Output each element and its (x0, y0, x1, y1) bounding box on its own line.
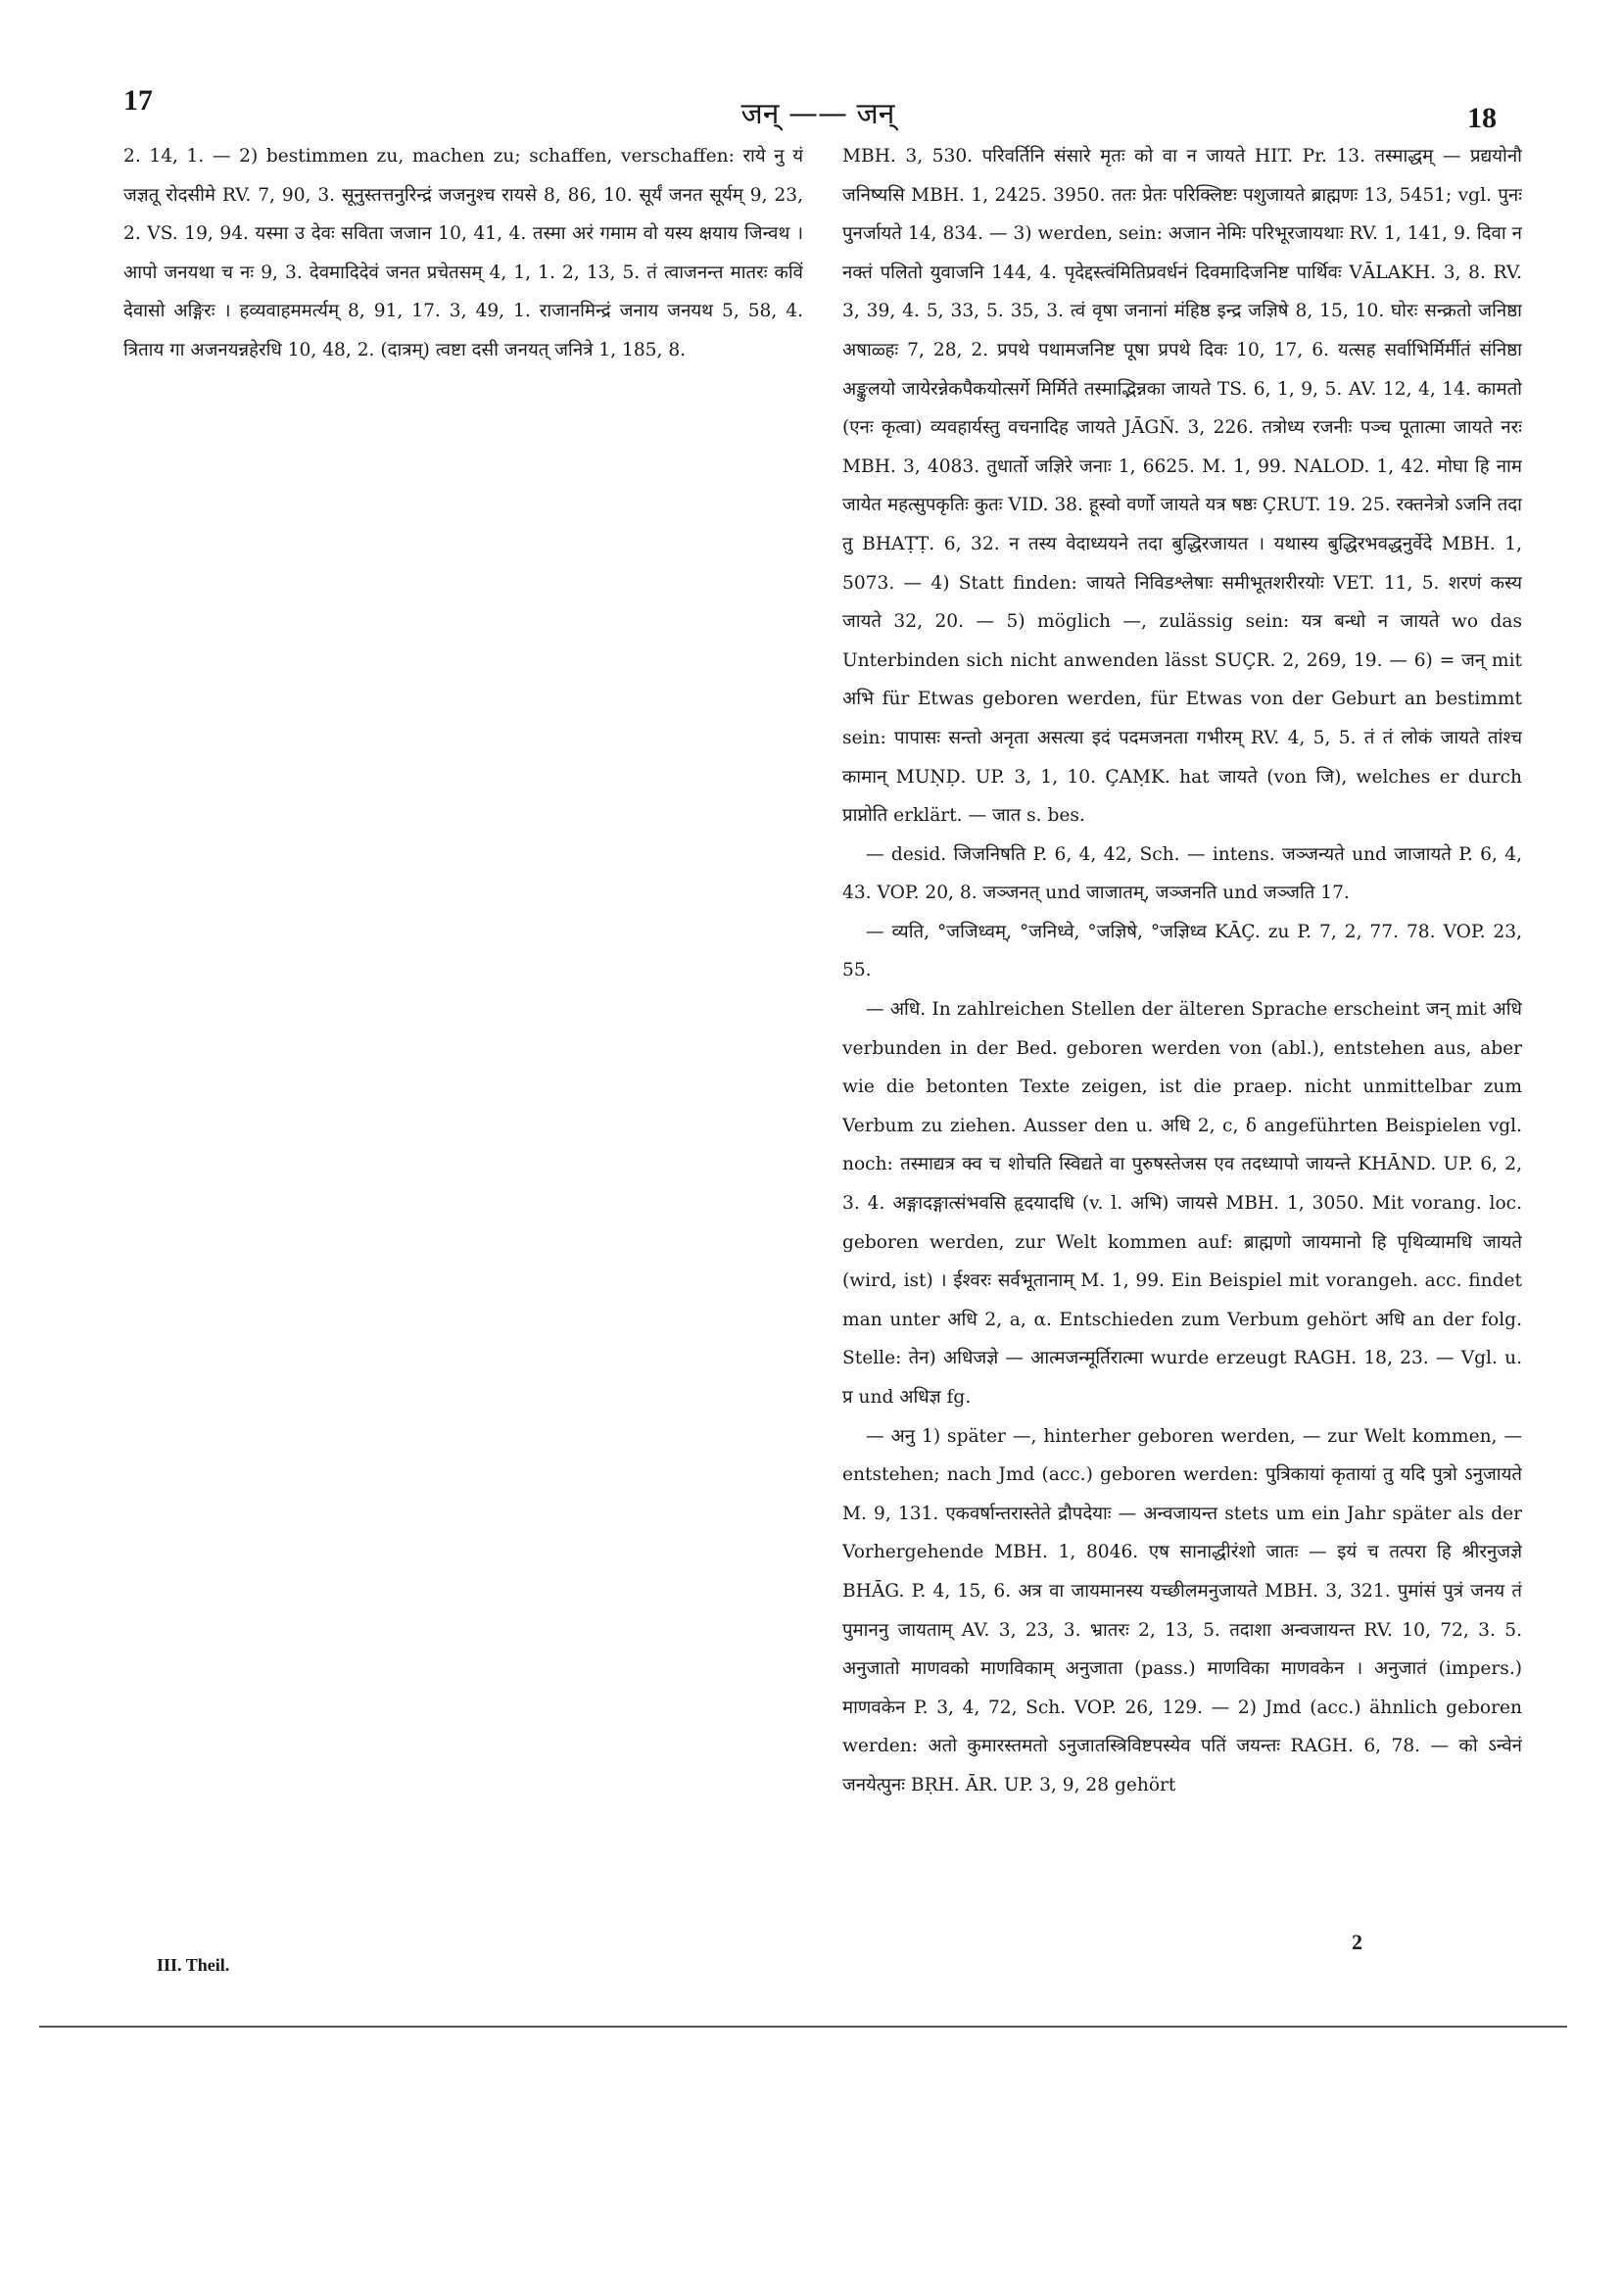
entry-paragraph: — व्यति, °जजिध्वम्, °जनिध्वे, °जज्ञिषे, °जज्ञिध्व KĀÇ. zu P. 7, 2, 77. 78. VOP. 23, 55. (842, 921, 1522, 981)
left-column (123, 137, 803, 1939)
running-headword: जन् —— जन् (740, 97, 895, 131)
entry-paragraph: — desid. जिजनिषति P. 6, 4, 42, Sch. — intens. जञ्जन्यते und जाजायते P. 6, 4, 43. VOP. 20, 8. जञ्जनत् und जाजातम्, जञ्जनति und जञ्जति 17. (842, 843, 1522, 904)
right-column (842, 137, 1522, 1939)
page-number-left: 17 (123, 84, 153, 117)
entry-paragraph: — अधि. In zahlreichen Stellen der älteren Sprache erscheint जन् mit अधि verbunden in der Bed. geboren werden von (abl.), entstehen aus, aber wie die betonten Texte zeigen, ist die praep. nicht unmittelbar zum Verbum zu ziehen. Ausser den u. अधि 2, c, δ angeführten Beispielen vgl. noch: तस्माद्यत्र क्व च शोचति स्विद्यते वा पुरुषस्तेजस एव तदध्यापो जायन्ते KHĀND. UP. 6, 2, 3. 4. अङ्गादङ्गात्संभवसि हृदयादधि (v. l. अभि) जायसे MBH. 1, 3050. Mit vorang. loc. geboren werden, zur Welt kommen auf: ब्राह्मणो जायमानो हि पृथिव्यामधि जायते (wird, ist) । ईश्वरः सर्वभूतानाम् M. 1, 99. Ein Beispiel mit vorangeh. acc. findet man unter अधि 2, a, α. Entschieden zum Verbum gehört अधि an der folg. Stelle: तेन) अधिजज्ञे — आत्मजन्मूर्तिरात्मा wurde erzeugt RAGH. 18, 23. — Vgl. u. प्र und अधिज्ञ fg. (842, 999, 1522, 1408)
signature-mark: 2 (1352, 1930, 1362, 1954)
entry-paragraph: MBH. 3, 530. परिवर्तिनि संसारे मृतः को वा न जायते HIT. Pr. 13. तस्माद्धम् — प्रद्ययोनौ जनिष्यसि MBH. 1, 2425. 3950. ततः प्रेतः परिक्लिष्टः पशुजायते ब्राह्मणः 13, 5451; vgl. पुनः पुनर्जायते 14, 834. — 3) werden, sein: अजान नेमिः परिभूरजायथाः RV. 1, 141, 9. दिवा न नक्तं पलितो युवाजनि 144, 4. पृदेद्दस्त्वंमितिप्रवर्धनं दिवमादिजनिष्ट पार्थिवः VĀLAKH. 3, 8. RV. 3, 39, 4. 5, 33, 5. 35, 3. त्वं वृषा जनानां मंहिष्ठ इन्द्र जज्ञिषे 8, 15, 10. घोरः सन्क्रतो जनिष्ठा अषाळ्हः 7, 28, 2. प्रपथे पथामजनिष्ट पूषा प्रपथे दिवः 10, 17, 6. यत्सह सर्वाभिर्मिर्मीतं संनिष्ठा अङ्कुलयो जायेरन्नेकपैकयोत्सर्गे मिर्मिते तस्माद्भिन्नका जायते TS. 6, 1, 9, 5. AV. 12, 4, 14. कामतो (एनः कृत्वा) व्यवहार्यस्तु वचनादिह जायते JĀGÑ. 3, 226. तत्रोध्य रजनीः पञ्च पूतात्मा जायते नरः MBH. 3, 4083. तुधार्तो जज्ञिरे जनाः 1, 6625. M. 1, 99. NALOD. 1, 42. मोघा हि नाम जायेत महत्सुपकृतिः कुतः VID. 38. हूस्वो वर्णो जायते यत्र षष्ठः ÇRUT. 19. 25. रक्तनेत्रो ऽजनि तदा तु BHAṬṬ. 6, 32. न तस्य वेदाध्ययने तदा बुद्धिरजायत । यथास्य बुद्धिरभवद्धनुर्वेदे MBH. 1, 5073. — 4) Statt finden: जायते निविडश्लेषाः समीभूतशरीरयोः VET. 11, 5. शरणं कस्य जायते 32, 20. — 5) möglich —, zulässig sein: यत्र बन्धो न जायते wo das Unterbinden sich nicht anwenden lässt SUÇR. 2, 269, 19. — 6) = जन् mit अभि für Etwas geboren werden, für Etwas von der Geburt an bestimmt sein: पापासः सन्तो अनृता असत्या इदं पदमजनता गभीरम् RV. 4, 5, 5. तं तं लोकं जायते तांश्च कामान् MUṆḌ. UP. 3, 1, 10. ÇAṂK. hat जायते (von जि), welches er durch प्राप्नोति erklärt. — जात s. bes. (842, 146, 1522, 827)
page-number-right: 18 (1467, 102, 1497, 134)
entry-paragraph: — अनु 1) später —, hinterher geboren werden, — zur Welt kommen, — entstehen; nach Jmd (acc.) geboren werden: पुत्रिकायां कृतायां तु यदि पुत्रो ऽनुजायते M. 9, 131. एकवर्षान्तरास्तेते द्रौपदेयाः — अन्वजायन्त stets um ein Jahr später als der Vorhergehende MBH. 1, 8046. एष सानाद्धीरंशो जातः — इयं च तत्परा हि श्रीरनुजज्ञे BHĀG. P. 4, 15, 6. अत्र वा जायमानस्य यच्छीलमनुजायते MBH. 3, 321. पुमांसं पुत्रं जनय तं पुमाननु जायताम् AV. 3, 23, 3. भ्रातरः 2, 13, 5. तदाशा अन्वजायन्त RV. 10, 72, 3. 5. अनुजातो माणवको माणविकाम् अनुजाता (pass.) माणविका माणवकेन । अनुजातं (impers.) माणवकेन P. 3, 4, 72, Sch. VOP. 26, 129. — 2) Jmd (acc.) ähnlich geboren werden: अतो कुमारस्तमतो ऽनुजातस्त्रिविष्टपस्येव पतिं जयन्तः RAGH. 6, 78. — को ऽन्वेनं जनयेत्पुनः BṚH. ĀR. UP. 3, 9, 28 gehört (842, 1425, 1522, 1795)
entry-paragraph: 2. 14, 1. — 2) bestimmen zu, machen zu; schaffen, verschaffen: राये नु यं जज्ञतू रोदसीमे RV. 7, 90, 3. सूनुस्तत्तनुरिन्द्रं जजनुश्च रायसे 8, 86, 10. सूर्यं जनत सूर्यम् 9, 23, 2. VS. 19, 94. यस्मा उ देवः सविता जजान 10, 41, 4. तस्मा अरं गमाम वो यस्य क्षयाय जिन्वथ । आपो जनयथा च नः 9, 3. देवमादिदेवं जनत प्रचेतसम् 4, 1, 1. 2, 13, 5. तं त्वाजनन्त मातरः कविं देवासो अङ्गिरः । हव्यवाहममर्त्यम् 8, 91, 17. 3, 49, 1. राजानमिन्द्रं जनाय जनयथ 5, 58, 4. त्रिताय गा अजनयन्नहेरधि 10, 48, 2. (दात्रम्) त्वष्टा दसी जनयत् जनित्रे 1, 185, 8. (123, 146, 803, 360)
volume-footer: III. Theil. (157, 1955, 230, 1975)
page-bottom-rule (39, 2026, 1567, 2028)
